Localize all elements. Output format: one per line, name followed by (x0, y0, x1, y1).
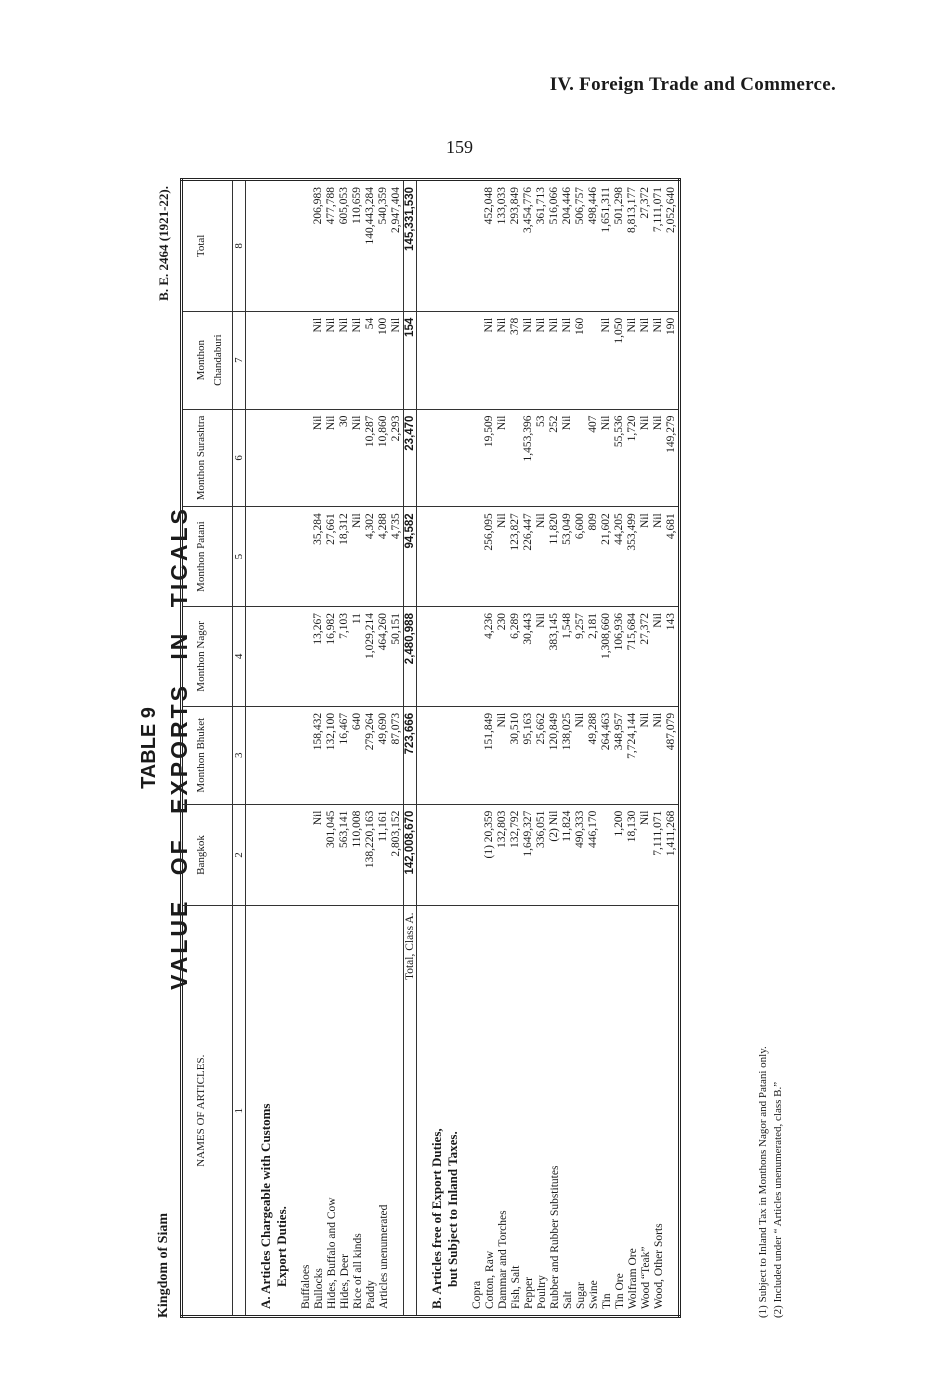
total-cell: 145,331,530 (404, 180, 417, 312)
value-cell: 7,103 (338, 613, 350, 639)
value-cell: 301,045 (325, 810, 337, 848)
value-cell: 27,372 (639, 187, 651, 219)
value-cell: Nil (535, 513, 547, 528)
value-cell: 106,936 (613, 613, 625, 651)
col-num: 5 (233, 507, 246, 607)
value-cell: 132,803 (496, 810, 508, 848)
value-cell: 464,260 (377, 613, 389, 651)
value-cell: 16,982 (325, 613, 337, 645)
value-cell: Nil (496, 317, 508, 333)
value-cell: 715,684 (626, 613, 638, 651)
value-cell: 133,033 (496, 187, 508, 225)
value-cell: 21,602 (600, 513, 612, 545)
section-subtitle-line: but Subject to Inland Taxes. (445, 1131, 460, 1287)
value-cell: 10,287 (364, 415, 376, 448)
value-cell: 353,499 (626, 513, 638, 551)
col-num: 7 (233, 311, 246, 409)
footnote: (2) Included under “ Articles unenumerated, class B.” (772, 1081, 784, 1318)
total-cell: 723,666 (404, 706, 417, 804)
value-cell: 2,803,152 (390, 810, 402, 857)
value-cell: 487,079 (665, 712, 677, 751)
value-cell: 151,849 (483, 712, 495, 751)
value-cell: Nil (652, 613, 664, 628)
value-cell: 256,095 (483, 513, 495, 551)
col-head-6: Monthon Surashtra (182, 409, 233, 507)
col-num: 1 (233, 906, 246, 1317)
value-cell: 132,100 (325, 712, 337, 751)
value-cell: 7,111,071 (652, 810, 664, 856)
exports-table (180, 178, 681, 1318)
value-cell: Nil (561, 415, 573, 431)
article-name: Copra (471, 1280, 483, 1309)
article-name: Pepper (523, 1277, 535, 1309)
column-number-row (233, 180, 246, 1317)
value-cell: 446,170 (587, 810, 599, 848)
total-cell: 142,008,670 (404, 804, 417, 906)
value-cell: 30 (338, 415, 350, 428)
value-cell: 361,713 (535, 187, 547, 225)
value-cell: 11,824 (561, 810, 573, 842)
col-head-2: Bangkok (182, 804, 233, 906)
value-column-cell (246, 706, 404, 804)
value-cell: Nil (639, 317, 651, 333)
value-cell: 1,649,327 (522, 810, 534, 857)
value-cell: Nil (483, 317, 495, 333)
value-cell: 4,288 (377, 513, 389, 540)
value-cell: Nil (652, 317, 664, 333)
article-name: Buffaloes (300, 1264, 312, 1309)
value-cell: Nil (600, 317, 612, 333)
value-cell: 30,443 (522, 613, 534, 645)
value-cell: 27,372 (639, 613, 651, 645)
value-cell: 490,333 (574, 810, 586, 848)
value-cell: Nil (312, 415, 324, 431)
value-cell: 1,029,214 (364, 613, 376, 660)
total-cell: 23,470 (404, 409, 417, 507)
value-cell: 336,051 (535, 810, 547, 848)
value-cell: 25,662 (535, 712, 547, 745)
value-cell: 11 (351, 613, 363, 625)
section-title (417, 912, 461, 1309)
value-cell: 138,220,163 (364, 810, 376, 869)
value-cell: 1,200 (613, 810, 625, 837)
value-cell: Nil (639, 712, 651, 728)
value-column-cell (417, 804, 680, 906)
value-cell: 2,293 (390, 415, 402, 442)
value-cell: 1,548 (561, 613, 573, 639)
table-subtitle: VALUE OF EXPORTS IN TICALS (166, 506, 192, 990)
value-column-cell (417, 409, 680, 507)
value-cell: 1,050 (613, 317, 625, 344)
value-cell: 348,957 (613, 712, 625, 751)
era-label: B. E. 2464 (1921-22). (156, 186, 171, 301)
value-cell: 2,947,404 (390, 187, 402, 233)
value-cell: 563,141 (338, 810, 350, 848)
value-cell: 13,267 (312, 613, 324, 645)
section-b-body (417, 180, 680, 1317)
article-names-cell (417, 906, 680, 1317)
value-cell (587, 318, 600, 403)
value-cell: (2) Nil (548, 810, 560, 842)
value-cell: 18,312 (338, 513, 350, 545)
article-name: Bullocks (313, 1268, 325, 1309)
value-cell: 204,446 (561, 187, 573, 225)
value-cell: 138,025 (561, 712, 573, 751)
value-cell: Nil (535, 613, 547, 628)
value-cell: Nil (574, 712, 586, 728)
value-column-cell (246, 409, 404, 507)
total-cell: 154 (404, 311, 417, 409)
section-subtitle-line: Export Duties. (274, 1206, 289, 1287)
value-cell: 2,181 (587, 613, 599, 639)
article-name: Rice of all kinds (352, 1233, 364, 1309)
col-head-7: Monthon Chandaburi (182, 311, 233, 409)
value-cell: 11,820 (548, 513, 560, 545)
article-name: Wood, Other Sorts (653, 1223, 665, 1309)
value-cell: (1) 20,359 (483, 810, 495, 859)
value-cell: 516,066 (548, 187, 560, 225)
value-cell: 4,302 (364, 513, 376, 540)
col-head-4: Monthon Nagor (182, 607, 233, 707)
value-column-cell (417, 706, 680, 804)
value-cell: 10,860 (377, 415, 389, 448)
value-cell: Nil (325, 317, 337, 333)
section_a-rows (246, 180, 404, 1317)
article-name: Articles unenumerated (378, 1204, 390, 1309)
value-cell (600, 811, 613, 900)
col-num: 4 (233, 607, 246, 707)
value-cell: 55,536 (613, 415, 625, 448)
value-cell: Nil (496, 415, 508, 431)
value-cell: Nil (561, 317, 573, 333)
value-cell (574, 416, 587, 501)
value-cell: 4,735 (390, 513, 402, 540)
value-cell: 3,454,776 (522, 187, 534, 233)
value-cell: Nil (312, 317, 324, 333)
col-head-8: Total (182, 180, 233, 312)
section-title-line: A. Articles Chargeable with Customs (258, 1103, 273, 1309)
value-cell: Nil (351, 415, 363, 431)
value-cell: 158,432 (312, 712, 324, 751)
article-name: Wolfram Ore (627, 1248, 639, 1309)
value-column-cell (417, 180, 680, 312)
value-cell: 383,145 (548, 613, 560, 651)
value-cell: Nil (390, 317, 402, 333)
article-name: Tin Ore (614, 1273, 626, 1309)
section-a-body (246, 180, 404, 1317)
value-cell: 87,073 (390, 712, 402, 745)
value-cell: 252 (548, 415, 560, 433)
value-cell: 1,453,396 (522, 415, 534, 462)
value-cell: 190 (665, 317, 677, 335)
value-cell: Nil (652, 513, 664, 528)
value-cell: 6,289 (509, 613, 521, 639)
value-cell: Nil (351, 513, 363, 528)
article-name: Hides, Buffalo and Cow (326, 1197, 338, 1309)
value-cell: Nil (496, 513, 508, 528)
column-header-row (182, 180, 233, 1317)
article-name: Tin (601, 1293, 613, 1309)
value-cell: 264,463 (600, 712, 612, 751)
table-title: TABLE 9 (138, 707, 160, 789)
value-cell: 501,298 (613, 187, 625, 225)
value-cell: 18,130 (626, 810, 638, 843)
value-cell: Nil (600, 415, 612, 431)
article-names-cell (246, 906, 404, 1317)
value-cell: 54 (364, 317, 376, 330)
value-cell: Nil (338, 317, 350, 333)
value-cell: 7,111,071 (652, 187, 664, 233)
footnote: (1) Subject to Inland Tax in Monthons Nagor and Patani only. (757, 1046, 769, 1318)
article-name: Wood “Teak” (640, 1246, 652, 1309)
value-column-cell (246, 607, 404, 707)
value-cell: Nil (351, 317, 363, 333)
article-name: Hides, Deer (339, 1254, 351, 1309)
section-title-line: B. Articles free of Export Duties, (429, 1128, 444, 1309)
value-cell: Nil (639, 415, 651, 431)
article-name: Salt (562, 1291, 574, 1309)
total-label: Total, Class A. (404, 906, 417, 1317)
value-cell: 49,288 (587, 712, 599, 745)
value-cell: Nil (652, 415, 664, 431)
article-name: Cotton, Raw (484, 1250, 496, 1309)
value-cell: 605,053 (338, 187, 350, 225)
total-class-a-row (404, 180, 417, 1317)
value-cell: Nil (548, 317, 560, 333)
value-cell: 279,264 (364, 712, 376, 751)
value-cell: 149,279 (665, 415, 677, 453)
value-cell: 2,052,640 (665, 187, 677, 233)
value-cell: 1,308,660 (600, 613, 612, 660)
value-cell: 477,788 (325, 187, 337, 225)
value-cell: 123,827 (509, 513, 521, 551)
article-name: Sugar (575, 1282, 587, 1309)
value-cell: 53 (535, 415, 547, 428)
total-cell: 2,480,988 (404, 607, 417, 707)
value-column-cell (246, 180, 404, 312)
article-name: Swine (588, 1280, 600, 1309)
article-name: Paddy (365, 1280, 377, 1309)
value-cell: 4,236 (483, 613, 495, 639)
value-cell: 100 (377, 317, 389, 335)
value-column-cell (417, 607, 680, 707)
value-cell: Nil (639, 810, 651, 826)
article-name: Poultry (536, 1275, 548, 1309)
value-column-cell (417, 507, 680, 607)
value-cell: 95,163 (522, 712, 534, 745)
value-cell: 11,161 (377, 810, 389, 842)
total-cell: 94,582 (404, 507, 417, 607)
value-cell: 132,792 (509, 810, 521, 848)
article-name: Rubber and Rubber Substitutes (549, 1165, 561, 1309)
value-cell: 120,849 (548, 712, 560, 751)
value-cell: Nil (325, 415, 337, 431)
value-cell: Nil (522, 317, 534, 333)
section-title (246, 912, 290, 1309)
value-cell: 378 (509, 317, 521, 335)
value-cell: 206,983 (312, 187, 324, 225)
page-number: 159 (446, 137, 473, 157)
value-column-cell (246, 311, 404, 409)
value-cell: Nil (639, 513, 651, 528)
value-column-cell (246, 507, 404, 607)
value-cell: 7,724,144 (626, 712, 638, 759)
col-head-5: Monthon Patani (182, 507, 233, 607)
kingdom-label: Kingdom of Siam (156, 1212, 171, 1318)
value-cell: 809 (587, 513, 599, 531)
value-cell: 110,008 (351, 810, 363, 848)
article-name: Fish, Salt (510, 1265, 522, 1309)
article-name: Dammar and Torches (497, 1210, 509, 1309)
rotated-table-page (138, 178, 808, 1318)
value-cell: 19,509 (483, 415, 495, 448)
value-cell: 8,813,177 (626, 187, 638, 233)
value-cell: 226,447 (522, 513, 534, 551)
value-cell: 1,651,311 (600, 187, 612, 233)
col-head-3: Monthon Bhuket (182, 706, 233, 804)
value-cell: 44,205 (613, 513, 625, 545)
value-cell: 143 (665, 613, 677, 631)
value-cell: 53,049 (561, 513, 573, 545)
value-cell: 49,690 (377, 712, 389, 745)
value-cell: 50,151 (390, 613, 402, 645)
value-cell: 407 (587, 415, 599, 433)
value-cell: 640 (351, 712, 363, 731)
value-cell: 6,600 (574, 513, 586, 540)
value-cell: Nil (652, 712, 664, 728)
value-cell: 110,659 (351, 187, 363, 224)
value-cell: 506,757 (574, 187, 586, 225)
col-num: 8 (233, 180, 246, 312)
footnotes (756, 1046, 786, 1318)
value-column-cell (246, 804, 404, 906)
value-cell: Nil (496, 712, 508, 728)
value-cell: 540,359 (377, 187, 389, 225)
value-cell: 293,849 (509, 187, 521, 225)
col-num: 3 (233, 706, 246, 804)
total-a-body (404, 180, 417, 1317)
value-cell: Nil (312, 810, 324, 826)
value-cell: Nil (535, 317, 547, 333)
value-cell: 1,411,268 (665, 810, 677, 857)
col-num: 2 (233, 804, 246, 906)
value-cell: 35,284 (312, 513, 324, 545)
value-cell: 27,661 (325, 513, 337, 545)
chapter-heading: IV. Foreign Trade and Commerce. (549, 74, 836, 95)
value-cell: 9,257 (574, 613, 586, 639)
value-cell: 230 (496, 613, 508, 631)
value-cell: 16,467 (338, 712, 350, 745)
value-cell: 140,443,284 (364, 187, 376, 245)
value-cell: 160 (574, 317, 586, 335)
value-cell: 30,510 (509, 712, 521, 745)
value-column-cell (417, 311, 680, 409)
value-cell: 498,446 (587, 187, 599, 225)
value-cell: 4,681 (665, 513, 677, 540)
section_b-rows (417, 180, 680, 1317)
value-cell: 452,048 (483, 187, 495, 225)
col-head-1: NAMES OF ARTICLES. (182, 906, 233, 1317)
value-cell: Nil (626, 317, 638, 333)
value-cell (509, 416, 522, 501)
col-num: 6 (233, 409, 246, 507)
value-cell: 1,720 (626, 415, 638, 442)
